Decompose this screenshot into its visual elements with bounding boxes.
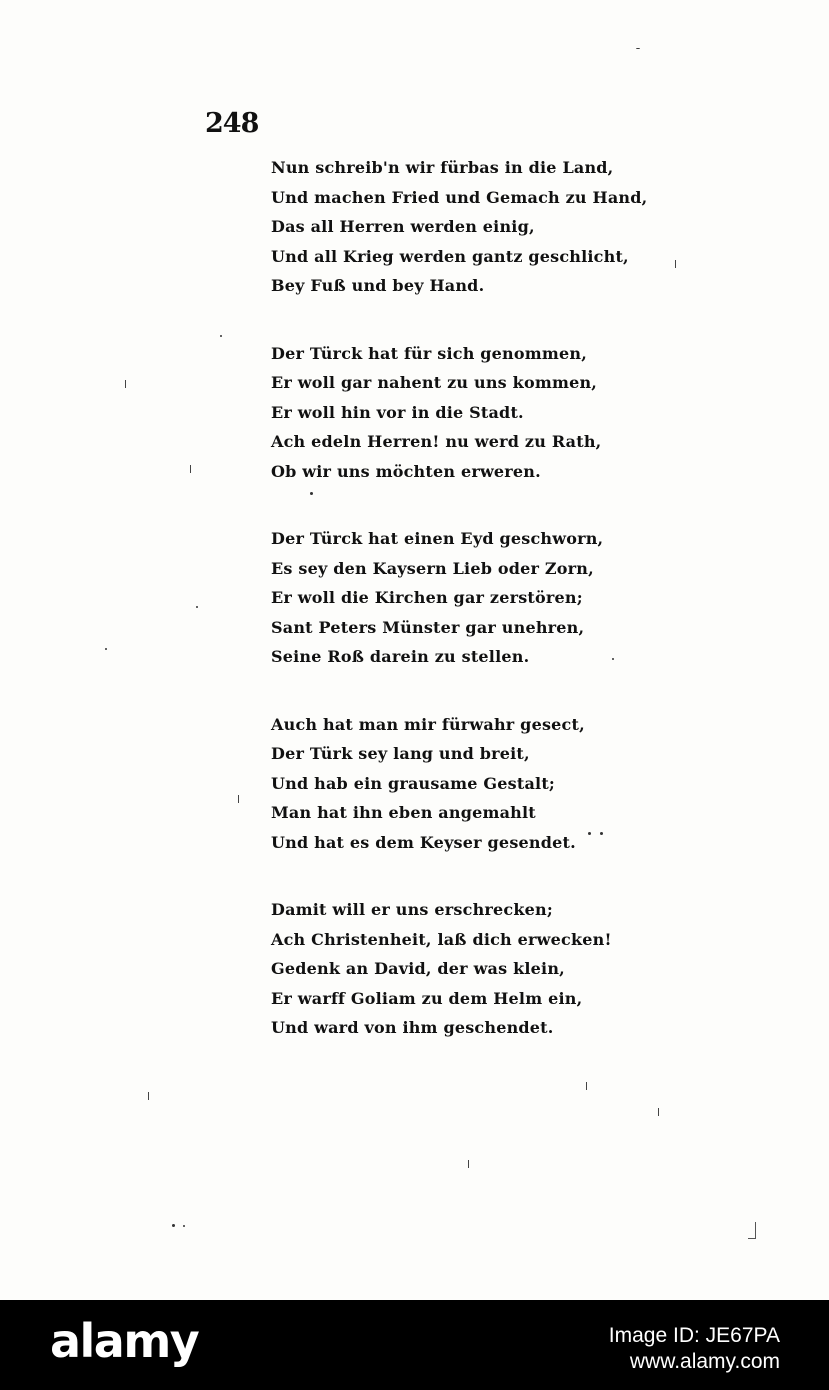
poem-line: Er woll gar nahent zu uns kommen, [271,373,598,392]
poem-line: Er warff Goliam zu dem Helm ein, [271,988,583,1008]
scan-speck [658,1108,659,1116]
scan-speck [183,1225,185,1227]
stanza-1 [271,153,671,301]
poem-line: Er woll die Kirchen gar zerstören; [271,588,583,607]
scan-speck [675,260,676,268]
poem-line: Ach Christenheit, laß dich erwecken! [271,929,612,949]
poem-line: Damit will er uns erschrecken; [271,900,553,919]
poem-line: Auch hat man mir fürwahr gesect, [271,714,585,734]
stanza-2 [271,339,671,487]
page-corner-mark [748,1222,756,1239]
poem-line: Bey Fuß und bey Hand. [271,276,485,295]
stanza-3 [271,524,671,672]
scan-speck [220,335,222,337]
site-url[interactable]: www.alamy.com [629,1350,780,1373]
poem-line: Und machen Fried und Gemach zu Hand, [271,187,648,207]
brand-logo[interactable]: alamy [50,1314,199,1368]
stanza-5 [271,895,671,1043]
scan-speck [125,380,126,388]
stanza-4 [271,710,671,858]
scan-speck [468,1160,469,1168]
scan-speck [600,832,603,835]
scan-speck [588,832,591,835]
poem-line: Sant Peters Münster gar unehren, [271,617,585,637]
scan-speck [612,658,614,660]
scan-speck [172,1224,175,1227]
poem-line: Das all Herren werden einig, [271,217,535,236]
scan-speck [105,648,107,650]
poem-line: Der Türk sey lang und breit, [271,744,530,763]
poem-line: Er woll hin vor in die Stadt. [271,402,524,422]
poem-line: Man hat ihn eben angemahlt [271,803,536,822]
scan-speck [310,492,313,495]
poem-line: Seine Roß darein zu stellen. [271,647,530,666]
poem-line: Es sey den Kaysern Lieb oder Zorn, [271,558,594,578]
scan-speck [636,48,640,49]
poem-line: Der Türck hat einen Eyd geschworn, [271,529,604,548]
poem-line: Gedenk an David, der was klein, [271,959,565,978]
poem-line: Und hab ein grausame Gestalt; [271,773,556,793]
poem-line: Und all Krieg werden gantz geschlicht, [271,246,629,266]
poem-line: Ach edeln Herren! nu werd zu Rath, [271,432,602,451]
poem-line: Nun schreib'n wir fürbas in die Land, [271,158,614,177]
page-number: 248 [205,108,259,139]
scan-speck [190,465,191,473]
watermark-banner [0,1300,829,1390]
scan-speck [238,795,239,803]
poem-line: Ob wir uns möchten erweren. [271,461,541,481]
scan-speck [148,1092,149,1100]
poem-line: Der Türck hat für sich genommen, [271,343,588,363]
image-id: Image ID: JE67PA [608,1324,780,1347]
scan-speck [586,1082,587,1090]
image-info [609,1323,780,1375]
poem [271,153,671,1043]
poem-line: Und hat es dem Keyser gesendet. [271,832,576,852]
scan-speck [196,606,198,608]
poem-line: Und ward von ihm geschendet. [271,1018,554,1037]
